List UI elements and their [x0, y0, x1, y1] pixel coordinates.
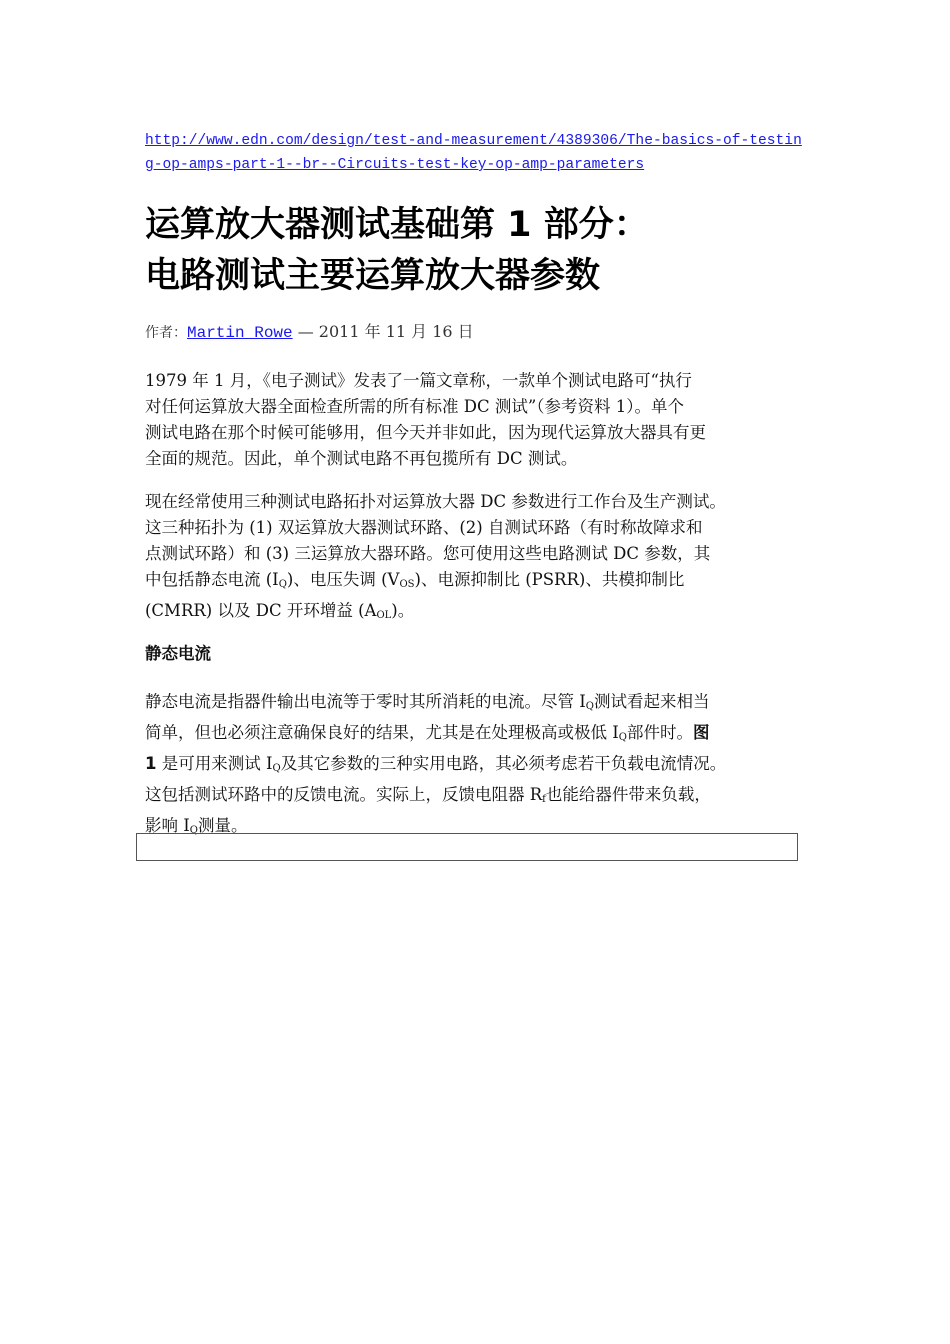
subscript: OS — [399, 579, 415, 590]
text-fragment: 及其它参数的三种实用电路，其必须考虑若干负载电流情况。 — [280, 754, 727, 773]
subscript: Q — [585, 701, 594, 712]
subscript: Q — [272, 763, 281, 774]
text-fragment: 这包括测试环路中的反馈电流。实际上，反馈电阻器 R — [145, 785, 543, 804]
figure-reference: 1 — [145, 754, 157, 773]
author-link[interactable]: Martin Rowe — [187, 324, 293, 342]
text-fragment: 测试看起来相当 — [593, 692, 710, 711]
paragraph-line — [145, 720, 810, 751]
subscript: Q — [618, 732, 627, 743]
author-label: 作者： — [145, 325, 187, 341]
text-fragment: 测量。 — [197, 816, 248, 835]
paragraph-line: 这三种拓扑为 (1) 双运算放大器测试环路、(2) 自测试环路（有时称故障求和 — [145, 518, 703, 537]
publish-date: — 2011 年 11 月 16 日 — [292, 322, 474, 341]
paragraph-line — [145, 598, 810, 629]
title-line-1: 运算放大器测试基础第 1 部分： — [145, 205, 649, 245]
subscript: Q — [189, 825, 198, 836]
figure-placeholder-box — [136, 833, 798, 861]
source-url-link[interactable]: http://www.edn.com/design/test-and-measurement/4389306/The-basics-of-testing-op-amps-part-1--br--Circuits-test-key-op-amp-parameters — [145, 133, 802, 173]
paragraph-line: 点测试环路）和 (3) 三运算放大器环路。您可使用这些电路测试 DC 参数，其 — [145, 544, 711, 563]
text-fragment: )。 — [391, 601, 415, 620]
text-fragment: 简单，但也必须注意确保良好的结果，尤其是在处理极高或极低 I — [145, 723, 619, 742]
byline — [145, 321, 474, 344]
title-line-2: 电路测试主要运算放大器参数 — [145, 256, 601, 296]
paragraph-line: 对任何运算放大器全面检查所需的所有标准 DC 测试”（参考资料 1）。单个 — [145, 397, 685, 416]
subscript: Q — [278, 579, 287, 590]
text-fragment: )、电源抑制比 (PSRR)、共模抑制比 — [414, 570, 685, 589]
paragraph-line — [145, 751, 810, 782]
text-fragment: 部件时。 — [626, 723, 693, 742]
paragraph-line — [145, 782, 810, 813]
text-fragment: 静态电流是指器件输出电流等于零时其所消耗的电流。尽管 I — [145, 692, 586, 711]
text-fragment: 是可用来测试 I — [156, 754, 273, 773]
paragraph-quiescent-current — [145, 689, 810, 844]
figure-reference: 图 — [692, 723, 710, 742]
paragraph-line: 测试电路在那个时候可能够用，但今天并非如此，因为现代运算放大器具有更 — [145, 423, 706, 442]
paragraph-line: 全面的规范。因此，单个测试电路不再包揽所有 DC 测试。 — [145, 449, 578, 468]
text-fragment: 中包括静态电流 (I — [145, 570, 279, 589]
text-fragment: 影响 I — [145, 816, 190, 835]
paragraph-intro — [145, 368, 810, 472]
text-fragment: )、电压失调 (V — [286, 570, 400, 589]
text-fragment: (CMRR) 以及 DC 开环增益 (A — [145, 601, 377, 620]
paragraph-line: 1979 年 1 月，《电子测试》发表了一篇文章称，一款单个测试电路可“执行 — [145, 371, 692, 390]
section-heading: 静态电流 — [145, 644, 211, 663]
paragraph-line: 现在经常使用三种测试电路拓扑对运算放大器 DC 参数进行工作台及生产测试。 — [145, 492, 726, 511]
article-title — [145, 200, 825, 302]
paragraph-line — [145, 567, 810, 598]
paragraph-line — [145, 689, 810, 720]
subscript: f — [542, 794, 546, 805]
subscript: OL — [376, 610, 392, 621]
paragraph-topologies — [145, 489, 810, 629]
text-fragment: 也能给器件带来负载， — [545, 785, 711, 804]
